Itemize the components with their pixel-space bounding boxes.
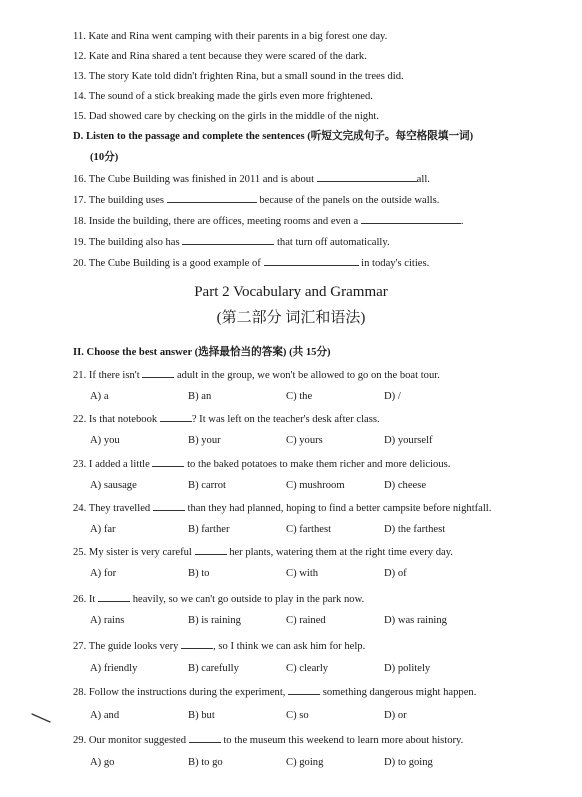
question-stem-end: adult in the group, we won't be allowed to go on the boat tour.: [176, 370, 440, 381]
question-number: 27.: [73, 641, 87, 652]
option-b[interactable]: B) carrot: [188, 480, 226, 491]
question-25: [73, 545, 453, 560]
question-stem-start: Our monitor suggested: [88, 735, 187, 746]
option-b[interactable]: B) an: [188, 391, 212, 402]
option-c[interactable]: C) farthest: [286, 524, 332, 535]
question-stem-end: ? It was left on the teacher's desk after class.: [191, 414, 380, 425]
sentence-start: The Cube Building is a good example of: [88, 258, 261, 269]
option-d[interactable]: D) to going: [384, 757, 433, 768]
question-23: [73, 457, 450, 472]
question-22: [73, 412, 380, 427]
question-26: [73, 592, 364, 607]
question-stem-end: heavily, so we can't go outside to play in the park now.: [132, 594, 365, 605]
option-b[interactable]: B) is raining: [188, 615, 241, 626]
question-28: [73, 685, 476, 700]
option-b[interactable]: B) to go: [188, 757, 223, 768]
item-number: 14.: [73, 91, 87, 102]
option-c[interactable]: C) rained: [286, 615, 326, 626]
options-24: [90, 523, 530, 537]
answer-blank[interactable]: [317, 172, 417, 182]
question-stem-end: her plants, watering them at the right time every day.: [229, 547, 453, 558]
option-c[interactable]: C) mushroom: [286, 480, 345, 491]
statement-15: [73, 110, 379, 124]
item-number: 11.: [73, 31, 86, 42]
section-d-heading: D. Listen to the passage and complete the sentences (听短文完成句子。每空格限填一词): [73, 131, 474, 142]
sentence-start: The Cube Building was finished in 2011 and is about: [88, 174, 315, 185]
option-a[interactable]: A) sausage: [90, 480, 137, 491]
answer-blank[interactable]: [152, 457, 184, 467]
part-title: Part 2 Vocabulary and Grammar: [194, 284, 388, 300]
answer-blank[interactable]: [361, 214, 461, 224]
option-d[interactable]: D) /: [384, 391, 401, 402]
question-number: 28.: [73, 687, 87, 698]
item-number: 15.: [73, 111, 87, 122]
question-stem-end: to the museum this weekend to learn more about history.: [223, 735, 464, 746]
statement-12: [73, 50, 367, 64]
question-number: 23.: [73, 459, 87, 470]
answer-blank[interactable]: [288, 685, 320, 695]
option-b[interactable]: B) your: [188, 435, 221, 446]
answer-blank[interactable]: [264, 256, 359, 266]
answer-blank[interactable]: [182, 235, 274, 245]
option-d[interactable]: D) or: [384, 710, 407, 721]
item-number: 18.: [73, 216, 87, 227]
options-22: [90, 434, 530, 448]
question-stem-end: , so I think we can ask him for help.: [213, 641, 366, 652]
option-c[interactable]: C) with: [286, 568, 319, 579]
option-d[interactable]: D) of: [384, 568, 407, 579]
question-stem-start: If there isn't: [88, 370, 140, 381]
fill-sentence-17: [73, 193, 439, 208]
option-c[interactable]: C) going: [286, 757, 324, 768]
question-number: 29.: [73, 735, 87, 746]
statement-text: Dad showed care by checking on the girls in the middle of the night.: [88, 111, 379, 122]
options-28: [90, 709, 530, 723]
option-b[interactable]: B) to: [188, 568, 210, 579]
option-a[interactable]: A) for: [90, 568, 117, 579]
options-27: [90, 662, 530, 676]
option-d[interactable]: D) cheese: [384, 480, 427, 491]
section-d-points: (10分): [90, 152, 119, 163]
statement-text: The sound of a stick breaking made the girls even more frightened.: [88, 91, 373, 102]
question-stem-start: It: [88, 594, 96, 605]
statement-11: [73, 30, 387, 44]
sentence-end: all.: [416, 174, 430, 185]
options-23: [90, 479, 530, 493]
sentence-start: The building also has: [88, 237, 180, 248]
question-29: [73, 733, 463, 748]
answer-blank[interactable]: [98, 592, 130, 602]
options-25: [90, 567, 530, 581]
option-d[interactable]: D) the farthest: [384, 524, 446, 535]
question-stem-end: than they had planned, hoping to find a better campsite before nightfall.: [187, 503, 492, 514]
question-stem-start: Follow the instructions during the experiment,: [88, 687, 286, 698]
answer-blank[interactable]: [181, 639, 213, 649]
answer-blank[interactable]: [189, 733, 221, 743]
question-number: 24.: [73, 503, 87, 514]
option-d[interactable]: D) politely: [384, 663, 431, 674]
options-29: [90, 756, 530, 770]
question-stem-start: The guide looks very: [88, 641, 179, 652]
question-number: 22.: [73, 414, 87, 425]
option-a[interactable]: A) far: [90, 524, 116, 535]
question-stem-end: something dangerous might happen.: [322, 687, 477, 698]
answer-blank[interactable]: [195, 545, 227, 555]
options-21: [90, 390, 530, 404]
option-d[interactable]: D) was raining: [384, 615, 447, 626]
option-c[interactable]: C) clearly: [286, 663, 329, 674]
item-number: 16.: [73, 174, 87, 185]
options-26: [90, 614, 530, 628]
fill-sentence-19: [73, 235, 390, 250]
question-number: 21.: [73, 370, 87, 381]
question-24: [73, 501, 491, 516]
option-a[interactable]: A) go: [90, 757, 115, 768]
fill-sentence-20: [73, 256, 429, 271]
answer-blank[interactable]: [160, 412, 192, 422]
sentence-end: that turn off automatically.: [276, 237, 390, 248]
option-d[interactable]: D) yourself: [384, 435, 433, 446]
answer-blank[interactable]: [153, 501, 185, 511]
sentence-end: in today's cities.: [361, 258, 430, 269]
option-a[interactable]: A) a: [90, 391, 109, 402]
option-a[interactable]: A) rains: [90, 615, 125, 626]
option-c[interactable]: C) so: [286, 710, 309, 721]
option-c[interactable]: C) yours: [286, 435, 323, 446]
sentence-end: .: [460, 216, 464, 227]
option-b[interactable]: B) but: [188, 710, 215, 721]
question-stem-start: I added a little: [88, 459, 150, 470]
sentence-start: The building uses: [88, 195, 165, 206]
fill-sentence-18: [73, 214, 464, 229]
option-c[interactable]: C) the: [286, 391, 313, 402]
statement-text: Kate and Rina went camping with their parents in a big forest one day.: [88, 31, 388, 42]
option-b[interactable]: B) carefully: [188, 663, 239, 674]
option-a[interactable]: A) friendly: [90, 663, 138, 674]
question-stem-start: My sister is very careful: [88, 547, 192, 558]
item-number: 19.: [73, 237, 87, 248]
question-stem-start: Is that notebook: [88, 414, 158, 425]
question-27: [73, 639, 365, 654]
statement-14: [73, 90, 373, 104]
part-subtitle: (第二部分 词汇和语法): [216, 310, 366, 326]
statement-text: The story Kate told didn't frighten Rina, but a small sound in the trees did.: [88, 71, 404, 82]
question-stem-end: to the baked potatoes to make them richer and more delicious.: [187, 459, 451, 470]
sentence-start: Inside the building, there are offices, meeting rooms and even a: [88, 216, 359, 227]
statement-13: [73, 70, 404, 84]
option-b[interactable]: B) farther: [188, 524, 230, 535]
question-21: [73, 368, 440, 383]
fill-sentence-16: [73, 172, 430, 187]
section-ii-heading: II. Choose the best answer (选择最恰当的答案) (共 15分): [73, 347, 331, 358]
answer-blank[interactable]: [142, 368, 174, 378]
sentence-end: because of the panels on the outside walls.: [259, 195, 440, 206]
option-a[interactable]: A) you: [90, 435, 120, 446]
item-number: 17.: [73, 195, 87, 206]
question-stem-start: They travelled: [88, 503, 151, 514]
option-a[interactable]: A) and: [90, 710, 120, 721]
question-number: 26.: [73, 594, 87, 605]
question-number: 25.: [73, 547, 87, 558]
item-number: 13.: [73, 71, 87, 82]
pen-stroke-mark: [30, 712, 52, 724]
item-number: 20.: [73, 258, 87, 269]
statement-text: Kate and Rina shared a tent because they were scared of the dark.: [88, 51, 367, 62]
answer-blank[interactable]: [167, 193, 257, 203]
item-number: 12.: [73, 51, 87, 62]
